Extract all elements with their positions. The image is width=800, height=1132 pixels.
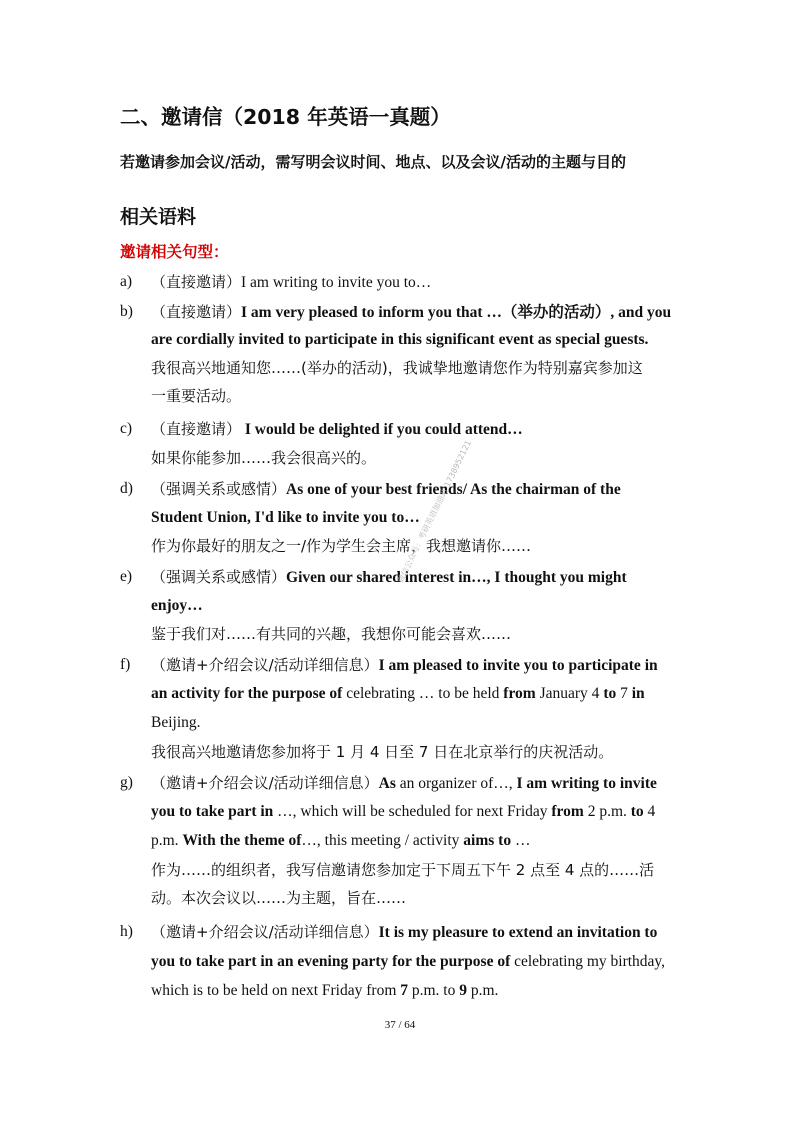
item-b-line-3 [151, 358, 643, 379]
item-marker-e: e) [120, 568, 133, 585]
sentence-patterns-title: 邀请相关句型： [120, 243, 229, 261]
item-f-line-4 [151, 742, 613, 763]
item-marker-b: b) [120, 303, 133, 320]
text-run: to [630, 803, 648, 820]
text-run: 一重要活动。 [151, 387, 242, 405]
text-run: p.m. [470, 982, 499, 999]
text-run: in [631, 685, 645, 702]
text-run: p.m. to [411, 982, 460, 999]
item-e-line-2 [151, 596, 203, 616]
text-run: from [551, 803, 588, 820]
text-run: 9 [459, 982, 471, 999]
text-run: are cordially invited to participate in this significant event as special guests. [151, 331, 649, 348]
text-run: 4 [647, 803, 656, 820]
item-f-line-1 [151, 655, 658, 676]
text-run: （强调关系或感情） [151, 480, 287, 498]
item-c-line-2 [151, 448, 376, 469]
text-run: I am writing to invite [516, 775, 657, 792]
item-marker-a: a) [120, 273, 133, 290]
text-run: （邀请+介绍会议/活动详细信息） [151, 774, 379, 792]
text-run: 作为你最好的朋友之一/作为学生会主席，我想邀请你…… [151, 537, 532, 555]
text-run: to [603, 685, 621, 702]
materials-title: 相关语料 [120, 206, 197, 228]
text-run: （直接邀请） [151, 303, 242, 321]
intro-text: 若邀请参加会议/活动，需写明会议时间、地点、以及会议/活动的主题与目的 [120, 153, 626, 171]
text-run: 鉴于我们对……有共同的兴趣，我想你可能会喜欢…… [151, 625, 512, 643]
text-run: （强调关系或感情） [151, 568, 287, 586]
item-b-line-2 [151, 330, 648, 350]
item-marker-c: c) [120, 420, 133, 437]
text-run: you to take part in an evening party for the purpose of [151, 953, 515, 970]
text-run: I am very pleased to inform you that …（举办的活动）, and you [241, 304, 672, 321]
item-e-line-3 [151, 624, 511, 645]
item-f-line-2 [151, 684, 645, 704]
item-marker-f: f) [120, 656, 131, 673]
text-run: Given our shared interest in…, I thought you might [286, 569, 627, 586]
item-h-line-1 [151, 922, 657, 943]
item-c-line-1 [151, 419, 523, 440]
text-run: …, this meeting / activity [301, 832, 464, 849]
text-run: p.m. [151, 832, 183, 849]
text-run: （直接邀请） [151, 273, 242, 291]
item-d-line-3 [151, 536, 531, 557]
page-number: 37 / 64 [384, 1019, 416, 1031]
text-run: 我很高兴地邀请您参加将于 1 月 4 日至 7 日在北京举行的庆祝活动。 [151, 743, 614, 761]
text-run: It is my pleasure to extend an invitation to [378, 924, 658, 941]
item-marker-h: h) [120, 923, 133, 940]
item-marker-d: d) [120, 480, 133, 497]
text-run: 我很高兴地通知您……(举办的活动)，我诚挚地邀请您作为特别嘉宾参加这 [151, 359, 643, 377]
item-g-line-3 [151, 831, 530, 851]
item-g-line-1 [151, 773, 657, 794]
text-run: 7 [620, 685, 632, 702]
text-run: I am writing to invite you to… [241, 274, 432, 291]
item-b-line-1 [151, 302, 671, 323]
text-run: enjoy… [151, 597, 203, 614]
text-run: aims to [463, 832, 515, 849]
text-run: 如果你能参加……我会很高兴的。 [151, 449, 377, 467]
text-run: from [503, 685, 540, 702]
text-run: 动。本次会议以……为主题，旨在…… [151, 889, 407, 907]
text-run: （直接邀请） [151, 420, 242, 438]
item-f-line-3 [151, 713, 201, 733]
text-run: … [514, 832, 531, 849]
text-run: Student Union, I'd like to invite you to… [151, 509, 420, 526]
text-run: an organizer of…, [399, 775, 517, 792]
text-run: As one of your best friends/ As the chairman of the [286, 481, 621, 498]
text-run: （邀请+介绍会议/活动详细信息） [151, 656, 379, 674]
text-run: …, which will be scheduled for next Friday [277, 803, 552, 820]
text-run: As [378, 775, 400, 792]
text-run: I am pleased to invite you to participate in [378, 657, 658, 674]
item-g-line-2 [151, 802, 655, 822]
text-run: January 4 [539, 685, 604, 702]
text-run: celebrating my birthday, [514, 953, 666, 970]
section-heading: 二、邀请信（2018 年英语一真题） [120, 105, 451, 129]
item-d-line-2 [151, 508, 420, 528]
item-b-line-4 [151, 386, 241, 407]
text-run: Beijing. [151, 714, 201, 731]
item-d-line-1 [151, 479, 621, 500]
item-g-line-4 [151, 860, 654, 881]
text-run: 作为……的组织者，我写信邀请您参加定于下周五下午 2 点至 4 点的……活 [151, 861, 655, 879]
item-g-line-5 [151, 888, 406, 909]
text-run: （邀请+介绍会议/活动详细信息） [151, 923, 379, 941]
text-run: With the theme of [182, 832, 302, 849]
text-run: an activity for the purpose of [151, 685, 347, 702]
item-h-line-3 [151, 981, 498, 1001]
item-marker-g: g) [120, 774, 133, 791]
item-e-line-1 [151, 567, 627, 588]
text-run: celebrating … to be held [346, 685, 504, 702]
text-run: you to take part in [151, 803, 278, 820]
text-run: I would be delighted if you could attend… [241, 421, 523, 438]
text-run: which is to be held on next Friday from [151, 982, 401, 999]
watermark: 微信公众号：考研英语加油站 1738952121 [395, 438, 474, 585]
item-h-line-2 [151, 952, 665, 972]
text-run: 2 p.m. [587, 803, 631, 820]
item-a-line-1 [151, 272, 431, 293]
text-run: 7 [400, 982, 412, 999]
